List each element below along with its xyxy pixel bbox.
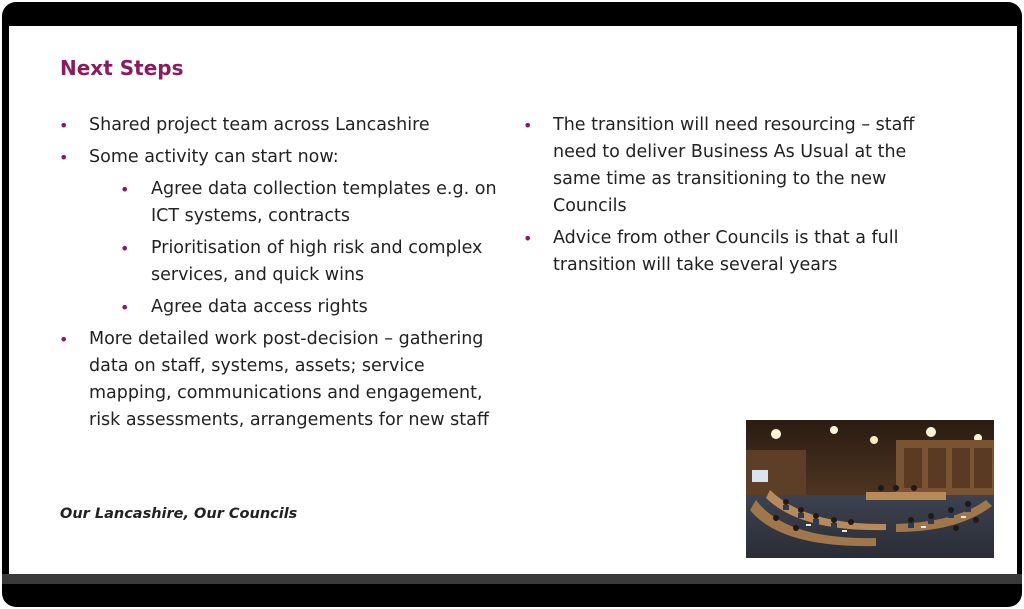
video-frame xyxy=(2,2,1022,607)
video-progress-bar xyxy=(2,574,1022,584)
bullet-icon: • xyxy=(59,330,69,349)
sub-bullet-text: Agree data collection templates e.g. on ICT systems, contracts xyxy=(151,179,497,226)
bullet-icon: • xyxy=(523,229,533,248)
sub-bullet-list xyxy=(57,176,507,321)
council-chamber-image xyxy=(746,420,994,558)
bullet-icon: • xyxy=(59,116,69,135)
sub-bullet-item xyxy=(57,294,507,321)
bullet-item xyxy=(521,112,941,220)
bullet-text: The transition will need resourcing – staff need to deliver Business As Usual at the same time as transitioning to the new Councils xyxy=(553,115,915,216)
bullet-text: Some activity can start now: xyxy=(89,147,339,167)
bullet-icon: • xyxy=(523,116,533,135)
bullet-text: Shared project team across Lancashire xyxy=(89,115,430,135)
sub-bullet-text: Prioritisation of high risk and complex services, and quick wins xyxy=(151,238,483,285)
bullet-item xyxy=(57,144,507,171)
bullet-icon: • xyxy=(120,180,130,199)
slide-title: Next Steps xyxy=(60,56,184,80)
council-chamber-photo xyxy=(746,420,994,558)
bullet-icon: • xyxy=(59,148,69,167)
bullet-icon: • xyxy=(120,239,130,258)
bullet-item xyxy=(57,326,507,434)
sub-bullet-item xyxy=(57,176,507,230)
slide-footer: Our Lancashire, Our Councils xyxy=(60,506,298,522)
bullet-icon: • xyxy=(120,298,130,317)
bullet-text: More detailed work post-decision – gathering data on staff, systems, assets; service mapping, communications and engagement, risk assessments, arrangements for new staff xyxy=(89,329,489,430)
bullet-item xyxy=(521,225,941,279)
bullet-item xyxy=(57,112,507,139)
right-column xyxy=(521,112,941,279)
sub-bullet-item xyxy=(57,235,507,289)
left-column xyxy=(57,112,507,434)
presentation-slide xyxy=(9,26,1017,574)
sub-bullet-text: Agree data access rights xyxy=(151,297,368,317)
bullet-text: Advice from other Councils is that a full transition will take several years xyxy=(553,228,899,275)
